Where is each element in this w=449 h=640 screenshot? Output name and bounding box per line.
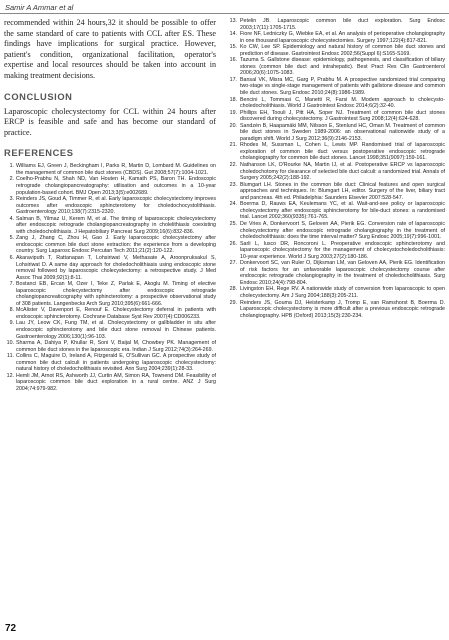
- reference-number: 16.: [229, 57, 237, 64]
- reference-item: [226, 110, 445, 123]
- references-heading: REFERENCES: [4, 148, 74, 159]
- reference-number: 26.: [229, 240, 237, 247]
- reference-number: 3.: [9, 196, 14, 203]
- reference-item: [4, 235, 216, 255]
- reference-item: [226, 286, 445, 299]
- reference-text: Bostanci EB, Ercan M, Ozer I, Teke Z, Parlak E, Akoglu M. Timing of elective laparoscopic cholecystectomy after endoscopic retrograde cholangiopancreaticography with sphincterotomy: a prospective observational study of 308 patients. Langenbecks Arch Surg 2010;395(6):661-666.: [16, 281, 216, 307]
- reference-item: [226, 123, 445, 143]
- reference-number: 25.: [229, 220, 237, 227]
- reference-item: [226, 31, 445, 44]
- header-rule: [0, 13, 449, 14]
- reference-number: 15.: [229, 44, 237, 51]
- reference-item: [4, 307, 216, 320]
- reference-item: [226, 221, 445, 241]
- reference-text: De Vries A, Donkervoort S, Geloven AA, Pierik EG. Conversion rate of laparoscopic cholecystectomy after endoscopic retrograde cholangiography in the treatment of choledocholithiasis: does the time interval matter? Surg Endosc 2005;19(7):996-1001.: [240, 220, 445, 241]
- reference-item: [226, 77, 445, 97]
- reference-number: 4.: [9, 215, 14, 222]
- reference-item: [4, 163, 216, 176]
- reference-text: Livingston EH, Rege RV. A nationwide study of conversion from laparoscopic to open cholecystectomy. Am J Surg 2004;188(3):205-211.: [240, 286, 445, 299]
- reference-text: Bansal VK, Misra MC, Garg P, Prabhu M. A prospective randomized trial comparing two-stage vs single-stage management of patients with gallstone disease and common bile duct stones. Surg Endosc 2010;24(8):1986-1989.: [240, 76, 445, 97]
- conclusion-heading: CONCLUSION: [4, 91, 73, 102]
- reference-number: 13.: [229, 18, 237, 24]
- reference-number: 28.: [229, 286, 237, 293]
- reference-item: [226, 18, 445, 31]
- left-column: [4, 18, 216, 392]
- reference-number: 22.: [229, 162, 237, 169]
- reference-item: [226, 142, 445, 162]
- reference-number: 14.: [229, 31, 237, 38]
- reference-number: 6.: [9, 255, 14, 261]
- reference-text: Salman B, Yilmaz U, Kerem M, et al. The timing of laparoscopic cholecystectomy after endoscopic retrograde cholangiopancreatography in cholelithiasis coexisting with choledocholithiasis. J Hepatobiliary Pancreat Surg 2009;16(6):832-836.: [16, 215, 216, 235]
- reference-item: [226, 97, 445, 110]
- reference-number: 23.: [229, 181, 237, 188]
- reference-number: 21.: [229, 142, 237, 149]
- intro-paragraph: recommended within 24 hours,32 it should be possible to offer the same standard of care to patients with CCL after ES. These findings have implications for surgical practice. However, patient's condition, organizational facilitation, operator's expertise and local resources should be taken into account in making treatment decisions.: [4, 18, 216, 80]
- reference-text: Reinders JS, Goud A, Timmer R, et al. Early laparoscopic cholecystectomy improves outcomes after endoscopic sphincterotomy for choledochocystolithiasis. Gastroenterology 2010;138(7):2315-2320.: [16, 196, 216, 216]
- reference-text: Tazuma S. Gallstone disease: epidemiology, pathogenesis, and classification of biliary stones (common bile duct and intrahepatic). Best Pract Res Clin Gastroenterol 2006;20(6):1075-1083.: [240, 57, 445, 77]
- reference-text: Lau JY, Leow CK, Fung TM, et al. Cholecystectomy or gallbladder in situ after endoscopic sphincterotomy and bile duct stone removal in Chinese patients. Gastroenterology 2006;130(1):96-103.: [16, 320, 216, 340]
- reference-item: [4, 281, 216, 307]
- reference-item: [226, 201, 445, 221]
- reference-text: Collins C, Maguire D, Ireland A, Fitzgerald E, O'Sullivan GC. A prospective study of common bile duct calculi in patients undergoing laparoscopic cholecystectomy: natural history of choledocholithiasis revisited. Ann Surg 2004;239(1):28-33.: [16, 353, 216, 373]
- reference-item: [4, 320, 216, 340]
- reference-item: [226, 44, 445, 57]
- reference-item: [4, 353, 216, 373]
- running-head: Samir A Ammar et al: [5, 3, 74, 12]
- reference-number: 29.: [229, 299, 237, 306]
- reference-text: McAlister V, Davenport E, Renouf E. Cholecystectomy deferral in patients with endoscopic sphincterotomy. Cochrane Database Syst Rev 2007(4):CD006233.: [16, 307, 216, 320]
- reference-text: Petelin JB. Laparoscopic common bile duct exploration. Surg Endosc 2003;17(11):1705-1715.: [240, 18, 445, 31]
- reference-number: 5.: [9, 235, 14, 242]
- reference-text: Zang J, Zhang C, Zhou H, Gao J. Early laparoscopic cholecystectomy after endoscopic common bile duct stone extraction: the experience from a developing country. Surg Laparosc Endosc Percutan Tech 2011;21(2):120-122.: [16, 235, 216, 255]
- reference-item: [226, 162, 445, 182]
- reference-number: 8.: [9, 307, 14, 314]
- references-list-right: [226, 18, 445, 319]
- reference-text: Blumgart LH. Stones in the common bile duct: Clinical features and open surgical approaches and techniques. In: Blumgart LH, editor. Surgery of the liver, biliary tract and pancreas. 4th ed. Philadelphia: Saunders Elsevier 2007:528-547.: [240, 181, 445, 201]
- reference-item: [226, 57, 445, 77]
- reference-number: 27.: [229, 260, 237, 267]
- reference-number: 11.: [7, 353, 14, 360]
- reference-text: Phillips EH, Toouli J, Pitt HA, Soper NJ. Treatment of common bile duct stones discovered during cholecystectomy. J Gastrointest Surg 2008;12(4):624-628.: [240, 109, 445, 123]
- reference-text: Sandzén B, Haapamäki MM, Nilsson E, Stenlund HC, Oman M. Treatment of common bile duct stones in Sweden 1989-2006: an observational nationwide study of a paradigm shift. World J Surg 2012;36(9):2146-2153.: [240, 122, 445, 142]
- reference-number: 7.: [9, 281, 14, 288]
- reference-text: Sarli L, Iusco DR, Roncoroni L. Preoperative endoscopic sphincterotomy and laparoscopic cholecystectomy for the management of cholecystocholedocholithiasis: 10-year experience. World J Surg 2003;27(2):180-186.: [240, 240, 445, 260]
- reference-item: [4, 373, 216, 393]
- reference-number: 20.: [229, 122, 237, 129]
- references-list-left: [4, 163, 216, 392]
- reference-item: [226, 241, 445, 261]
- reference-number: 1.: [9, 163, 14, 170]
- reference-number: 17.: [229, 76, 237, 83]
- reference-item: [226, 260, 445, 286]
- reference-number: 9.: [9, 320, 14, 327]
- page-number: 72: [5, 623, 17, 634]
- reference-text: Bencini L, Tommasi C, Manetti R, Farsi M. Modern approach to cholecysto-choledocholithiasis. World J Gastrointest Endosc 2014;6(2):32-40.: [240, 96, 445, 110]
- reference-text: Nathanson LK, O'Rourke NA, Martin IJ, et al. Postoperative ERCP vs laparoscopic choledochotomy for clearance of selected bile duct calculi: a randomized trial. Annals of Surgery 2005;242(2):188-192.: [240, 162, 445, 182]
- reference-item: [4, 216, 216, 236]
- reference-text: Reinders JS, Gouma DJ, Heisterkamp J, Tromp E, van Ramshorst B, Boerma D. Laparoscopic cholecystectomy is more difficult after a previous endoscopic retrograde cholangiography. HPB (Oxford) 2013;15(3):230-234.: [240, 299, 445, 319]
- reference-item: [226, 300, 445, 320]
- reference-text: Ko CW, Lee SP. Epidemiology and natural history of common bile duct stones and prediction of disease. Gastrointest Endosc 2002;56(Suppl 6):S165-S169.: [240, 44, 445, 57]
- reference-number: 2.: [9, 176, 14, 183]
- reference-item: [4, 340, 216, 353]
- conclusion-paragraph: Laparoscopic cholecystectomy for CCL within 24 hours after ERCP is feasible and safe and has become our standard of practice.: [4, 106, 216, 137]
- reference-item: [4, 255, 216, 281]
- reference-text: Sharma A, Dahiya P, Khullar R, Soni V, Baijal M, Chowbey PK. Management of common bile duct stones in the laparoscopic era. Indian J Surg 2012;74(3):264-269.: [16, 340, 216, 353]
- reference-item: [4, 196, 216, 216]
- reference-text: Donkervoort SC, van Ruler O, Dijksman LM, van Geloven AA, Pierik EG. Identification of risk factors for an unfavorable laparoscopic cholecystectomy course after endoscopic retrograde cholangiography in the treatment of choledocholithiasis. Surg Endosc 2010;24(4):798-804.: [240, 260, 445, 286]
- reference-number: 12.: [6, 372, 14, 379]
- reference-text: Williams EJ, Green J, Beckingham I, Parks R, Martin D, Lombard M. Guidelines on the management of common bile duct stones (CBDS). Gut 2008;57(7):1004-1021.: [16, 163, 216, 176]
- reference-item: [226, 182, 445, 202]
- reference-text: Fiore NF, Ledniczky G, Wiebke EA, et al. An analysis of perioperative cholangiography in one thousand laparoscopic cholecystectomies. Surgery 1997;122(4):817-821.: [240, 31, 445, 44]
- reference-number: 10.: [6, 340, 14, 347]
- right-column: [226, 18, 445, 319]
- reference-text: Hemli JM, Arnot RS, Ashworth JJ, Curtin AM, Simon RA, Townend DM. Feasibility of laparoscopic common bile duct exploration in a rural centre. ANZ J Surg 2004;74:979-982.: [16, 372, 216, 392]
- reference-number: 24.: [229, 201, 237, 208]
- reference-text: Akaraviputh T, Rattanapan T, Lohsiriwat V, Methasate A, Aroonpruksakul S, Lohsiriwat D. A same day approach for choledocholithiasis using endoscopic stone removal followed by laparoscopic cholecystectomy: a retrospective study. J Med Assoc Thai 2009;92(1):8-11.: [16, 255, 216, 281]
- reference-text: Boerma D, Rauws EA, Keulemans YC, et al. Wait-and-see policy or laparoscopic cholecystectomy after endoscopic sphincterotomy for bile-duct stones: a randomised trial. Lancet 2002;360(9335):761-765.: [240, 201, 445, 221]
- reference-text: Coelho-Prabhu N, Shah ND, Van Houten H, Kamath PS, Baron TH. Endoscopic retrograde cholangiopancreatography: utilisation and outcomes in a 10-year population-based cohort. BMJ Open 2013;3(5):e002689.: [16, 176, 216, 196]
- reference-number: 18.: [229, 96, 237, 103]
- reference-text: Rhodes M, Sussman L, Cohen L, Lewis MP. Randomised trial of laparoscopic exploration of common bile duct versus postoperative endoscopic retrograde cholangiography for common bile duct stones. Lancet 1998;351(9097):159-161.: [240, 142, 445, 162]
- reference-item: [4, 176, 216, 196]
- reference-number: 19.: [229, 109, 237, 116]
